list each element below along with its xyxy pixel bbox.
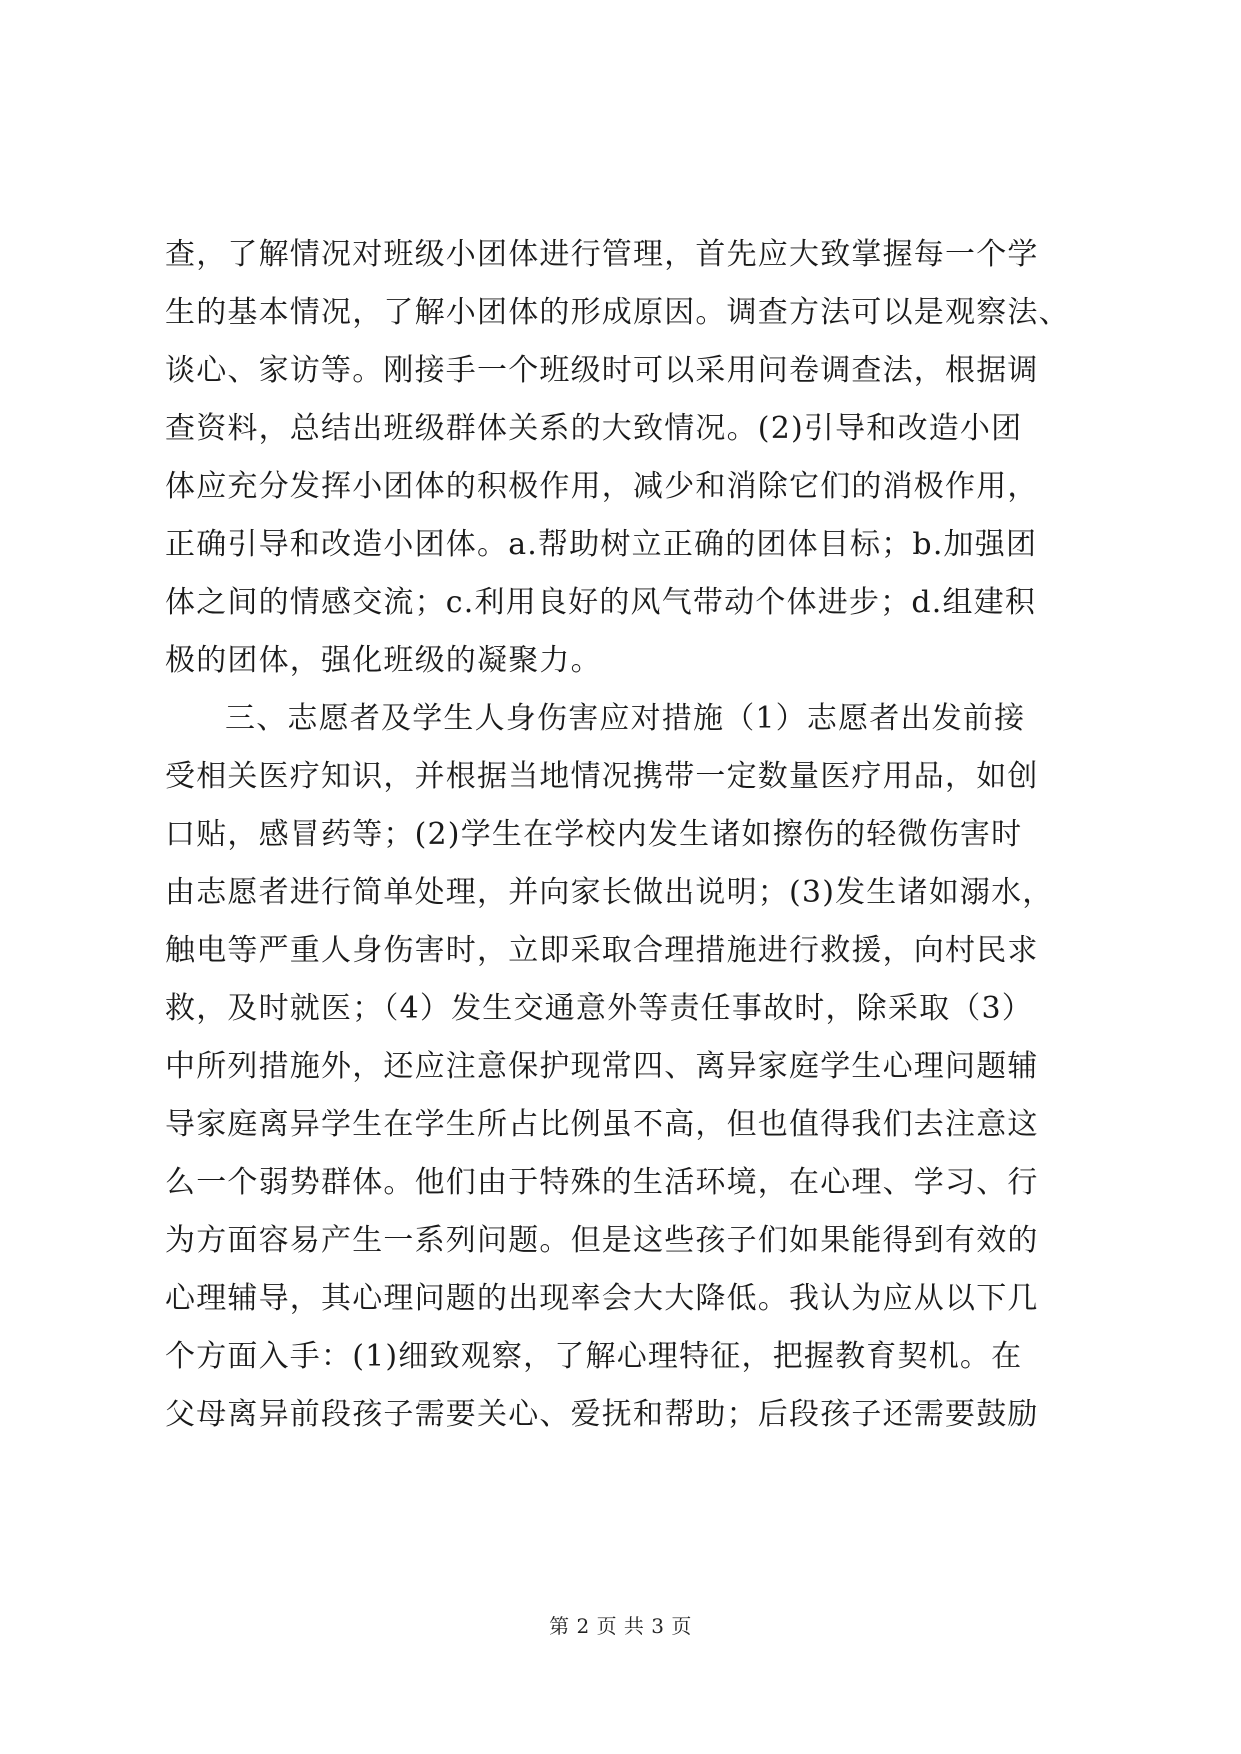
text-line: 个方面入手：(1)细致观察，了解心理特征，把握教育契机。在 bbox=[165, 1339, 1023, 1374]
text-line: 极的团体，强化班级的凝聚力。 bbox=[165, 643, 602, 678]
text-line: 体之间的情感交流；c.利用良好的风气带动个体进步；d.组建积 bbox=[165, 585, 1037, 620]
text-line: 谈心、家访等。刚接手一个班级时可以采用问卷调查法，根据调 bbox=[165, 353, 1039, 388]
text-line: 导家庭离异学生在学生所占比例虽不高，但也值得我们去注意这 bbox=[165, 1107, 1039, 1142]
text-line: 心理辅导，其心理问题的出现率会大大降低。我认为应从以下几 bbox=[165, 1281, 1039, 1316]
text-line: 么一个弱势群体。他们由于特殊的生活环境，在心理、学习、行 bbox=[165, 1165, 1039, 1200]
text-line: 由志愿者进行简单处理，并向家长做出说明；(3)发生诸如溺水， bbox=[165, 875, 1054, 910]
text-line: 查，了解情况对班级小团体进行管理，首先应大致掌握每一个学 bbox=[165, 237, 1039, 272]
text-line: 口贴，感冒药等；(2)学生在学校内发生诸如擦伤的轻微伤害时 bbox=[165, 817, 1023, 852]
text-line: 受相关医疗知识，并根据当地情况携带一定数量医疗用品，如创 bbox=[165, 759, 1039, 794]
text-line: 正确引导和改造小团体。a.帮助树立正确的团体目标；b.加强团 bbox=[165, 527, 1038, 562]
text-line: 为方面容易产生一系列问题。但是这些孩子们如果能得到有效的 bbox=[165, 1223, 1039, 1258]
document-body bbox=[165, 226, 1085, 1444]
text-line: 生的基本情况，了解小团体的形成原因。调查方法可以是观察法、 bbox=[165, 295, 1070, 330]
page-number-footer: 第 2 页 共 3 页 bbox=[549, 1614, 692, 1638]
text-line: 体应充分发挥小团体的积极作用，减少和消除它们的消极作用， bbox=[165, 469, 1039, 504]
text-line: 触电等严重人身伤害时，立即采取合理措施进行救援，向村民求 bbox=[165, 933, 1039, 968]
text-line: 查资料，总结出班级群体关系的大致情况。(2)引导和改造小团 bbox=[165, 411, 1023, 446]
text-line: 救，及时就医；（4）发生交通意外等责任事故时，除采取（3） bbox=[165, 991, 1033, 1026]
text-line: 三、志愿者及学生人身伤害应对措施（1）志愿者出发前接 bbox=[225, 701, 1026, 736]
text-line: 父母离异前段孩子需要关心、爱抚和帮助；后段孩子还需要鼓励 bbox=[165, 1397, 1039, 1432]
text-line: 中所列措施外，还应注意保护现常四、离异家庭学生心理问题辅 bbox=[165, 1049, 1039, 1084]
